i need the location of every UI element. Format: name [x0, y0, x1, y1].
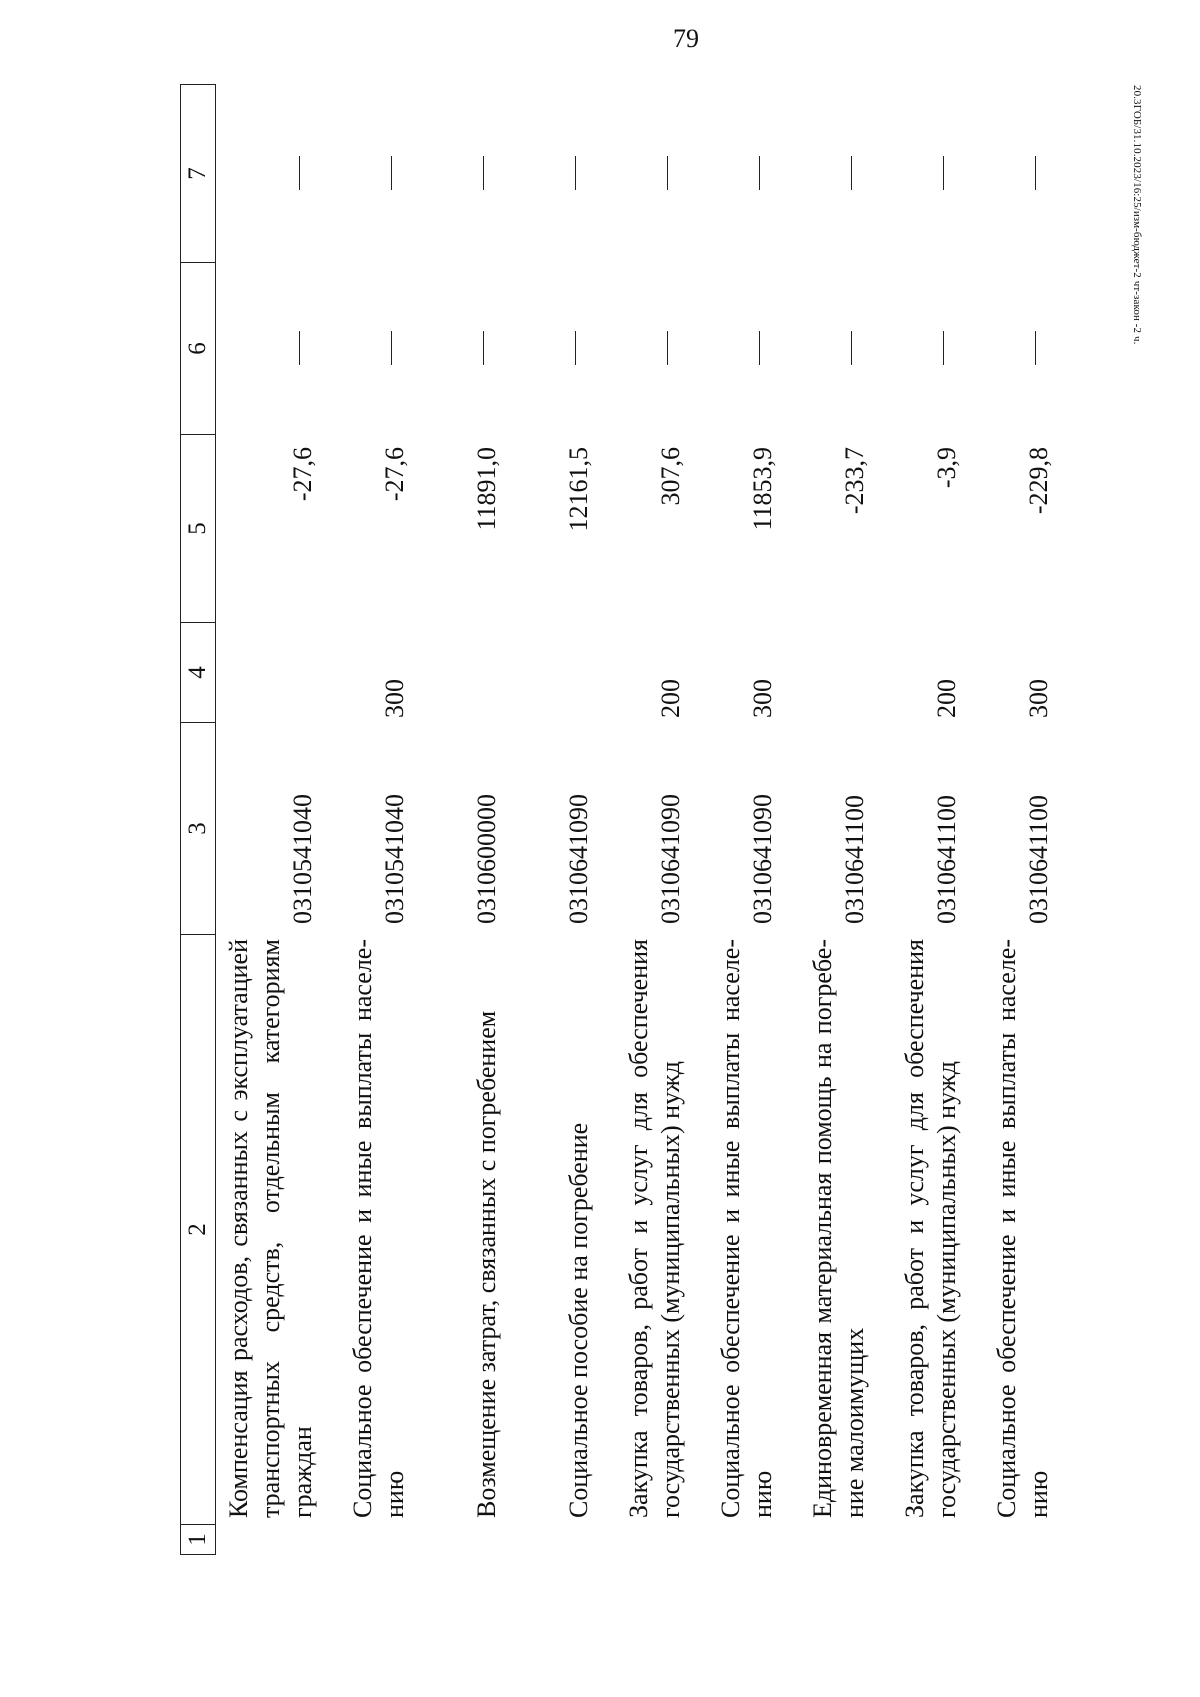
empty-dash-cell: [783, 85, 875, 263]
table-row: [599, 85, 691, 1555]
expense-name-cell: Закупка товаров, работ и услуг для обеспечения государственных (муниципальных) нужд: [900, 939, 961, 1518]
expense-type-cell: [783, 623, 875, 723]
row-number-cell: [875, 1525, 967, 1555]
dash-mark: [851, 332, 852, 366]
dash-mark: [483, 157, 484, 191]
header-cell-4: 4: [181, 623, 216, 723]
dash-mark: [391, 332, 392, 366]
amount-cell: 12161,5: [564, 447, 593, 532]
empty-dash-cell: [875, 85, 967, 263]
target-code-cell: 0310641100: [1024, 794, 1053, 924]
page-number: 79: [673, 24, 699, 53]
row-number-cell: [783, 1525, 875, 1555]
empty-dash-cell: [967, 85, 1059, 263]
header-cell-3: 3: [181, 723, 216, 935]
header-cell-5: 5: [181, 435, 216, 623]
target-code-cell: 0310541040: [380, 794, 409, 924]
empty-dash-cell: [415, 263, 507, 435]
table-row: [691, 85, 783, 1555]
table-row: [783, 85, 875, 1555]
target-code-cell: 0310641090: [748, 794, 777, 924]
table-row: [507, 85, 599, 1555]
row-number-cell: [216, 1525, 324, 1555]
empty-dash-cell: [415, 85, 507, 263]
empty-dash-cell: [507, 85, 599, 263]
table-row: [415, 85, 507, 1555]
row-number-cell: [691, 1525, 783, 1555]
row-number-cell: [415, 1525, 507, 1555]
header-cell-1: 1: [181, 1525, 216, 1555]
dash-mark: [943, 157, 944, 191]
dash-mark: [1035, 157, 1036, 191]
empty-dash-cell: [691, 263, 783, 435]
expense-name-cell: Социальное пособие на погребение: [564, 1122, 593, 1518]
rotated-table-container: [180, 85, 1053, 1555]
dash-mark: [667, 157, 668, 191]
expense-type-cell: 300: [1024, 679, 1053, 718]
expense-name-cell: Социальное обеспечение и иные выплаты населе-нию: [348, 939, 409, 1518]
empty-dash-cell: [323, 263, 415, 435]
amount-cell: 11891,0: [472, 447, 501, 531]
table-row: [967, 85, 1059, 1555]
budget-table: [180, 84, 1059, 1555]
amount-cell: 11853,9: [748, 447, 777, 531]
empty-dash-cell: [216, 85, 324, 263]
footer-note: 20.3ГОБ/31.10.2023/16:25/изм-бюджет-2 чт-закон -2 ч.: [1131, 85, 1143, 345]
dash-mark: [575, 157, 576, 191]
expense-type-cell: 200: [656, 679, 685, 718]
empty-dash-cell: [967, 263, 1059, 435]
table-row: [216, 85, 324, 1555]
dash-mark: [391, 157, 392, 191]
expense-type-cell: 200: [932, 679, 961, 718]
table-row: [875, 85, 967, 1555]
target-code-cell: 0310600000: [472, 794, 501, 924]
row-number-cell: [599, 1525, 691, 1555]
amount-cell: -229,8: [1024, 447, 1053, 515]
header-cell-7: 7: [181, 85, 216, 263]
expense-type-cell: [507, 623, 599, 723]
dash-mark: [759, 332, 760, 366]
expense-type-cell: 300: [748, 679, 777, 718]
target-code-cell: 0310641090: [656, 794, 685, 924]
expense-name-cell: Возмещение затрат, связанных с погребением: [472, 1010, 501, 1518]
header-row: [181, 85, 216, 1555]
expense-name-cell: Компенсация расходов, связанных с эксплуатацией транспортных средств, отдельным категориям граждан: [224, 939, 317, 1518]
amount-cell: 307,6: [656, 447, 685, 506]
target-code-cell: 0310641100: [840, 794, 869, 924]
dash-mark: [851, 157, 852, 191]
amount-cell: -27,6: [288, 447, 317, 502]
empty-dash-cell: [599, 263, 691, 435]
expense-type-cell: [415, 623, 507, 723]
empty-dash-cell: [783, 263, 875, 435]
expense-name-cell: Закупка товаров, работ и услуг для обеспечения государственных (муниципальных) нужд: [624, 939, 685, 1518]
target-code-cell: 0310641100: [932, 794, 961, 924]
empty-dash-cell: [323, 85, 415, 263]
table-row: [323, 85, 415, 1555]
target-code-cell: 0310541040: [288, 794, 317, 924]
target-code-cell: 0310641090: [564, 794, 593, 924]
expense-name-cell: Социальное обеспечение и иные выплаты населе-нию: [992, 939, 1053, 1518]
empty-dash-cell: [599, 85, 691, 263]
dash-mark: [1035, 332, 1036, 366]
expense-type-cell: [216, 623, 324, 723]
empty-dash-cell: [875, 263, 967, 435]
dash-mark: [667, 332, 668, 366]
row-number-cell: [967, 1525, 1059, 1555]
dash-mark: [943, 332, 944, 366]
amount-cell: -27,6: [380, 447, 409, 502]
dash-mark: [575, 332, 576, 366]
row-number-cell: [507, 1525, 599, 1555]
amount-cell: -3,9: [932, 447, 961, 489]
expense-type-cell: 300: [380, 679, 409, 718]
header-cell-2: 2: [181, 935, 216, 1525]
empty-dash-cell: [507, 263, 599, 435]
expense-name-cell: Единовременная материальная помощь на погребе-ние малоимущих: [808, 939, 869, 1518]
dash-mark: [299, 157, 300, 191]
header-cell-6: 6: [181, 263, 216, 435]
dash-mark: [483, 332, 484, 366]
expense-name-cell: Социальное обеспечение и иные выплаты населе-нию: [716, 939, 777, 1518]
row-number-cell: [323, 1525, 415, 1555]
dash-mark: [759, 157, 760, 191]
dash-mark: [299, 332, 300, 366]
empty-dash-cell: [691, 85, 783, 263]
amount-cell: -233,7: [840, 447, 869, 515]
empty-dash-cell: [216, 263, 324, 435]
